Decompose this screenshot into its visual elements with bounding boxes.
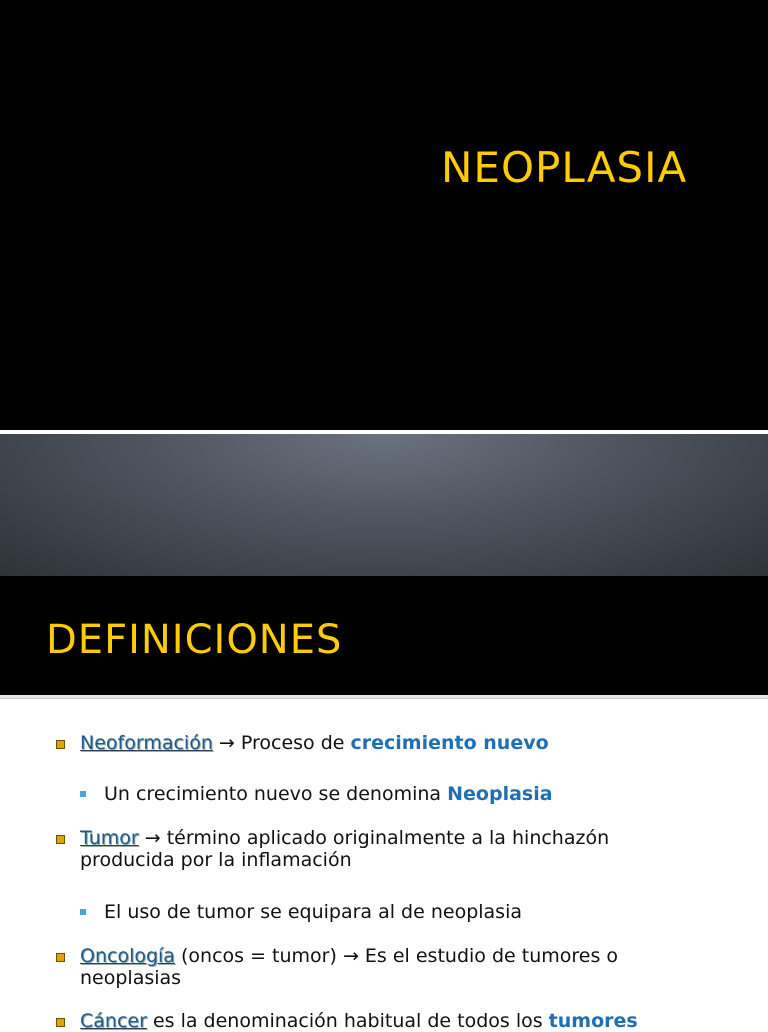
sub-bullet-icon: [80, 791, 86, 797]
bullet-text: es la denominación habitual de todos los: [146, 1010, 549, 1032]
bullet-icon: [56, 740, 65, 749]
slide-header-band: [0, 434, 768, 576]
header-rule: [0, 695, 768, 699]
highlight-tumores: tumores: [548, 1010, 638, 1032]
definitions-content: [0, 700, 768, 1032]
highlight-neoplasia: Neoplasia: [447, 783, 553, 805]
sub-bullet-text: Un crecimiento nuevo se denomina: [104, 783, 448, 805]
bullet-text-before: (oncos = tumor): [174, 945, 343, 967]
term-cancer: Cáncer: [80, 1010, 147, 1032]
bullet-icon: [56, 835, 65, 844]
slide-title: NEOPLASIA: [441, 143, 688, 192]
arrow-icon: →: [218, 732, 235, 754]
bullet-icon: [56, 953, 65, 962]
arrow-icon: →: [342, 945, 359, 967]
term-oncologia: Oncología: [80, 945, 175, 967]
term-neoformacion: Neoformación: [80, 732, 213, 754]
term-tumor: Tumor: [80, 827, 139, 849]
sub-bullet-icon: [80, 909, 86, 915]
bullet-icon: [56, 1018, 65, 1027]
definitions-title: DEFINICIONES: [46, 617, 343, 663]
highlight-crecimiento: crecimiento nuevo: [350, 732, 549, 754]
bullet-text: Es el estudio de tumores o neoplasias: [80, 945, 619, 989]
bullet-text: término aplicado originalmente a la hinchazón producida por la inflamación: [80, 827, 610, 871]
arrow-icon: →: [144, 827, 161, 849]
bullet-text: Proceso de: [234, 732, 351, 754]
slide-title-neoplasia: [0, 0, 768, 430]
sub-bullet-text: El uso de tumor se equipara al de neoplasia: [104, 901, 522, 923]
